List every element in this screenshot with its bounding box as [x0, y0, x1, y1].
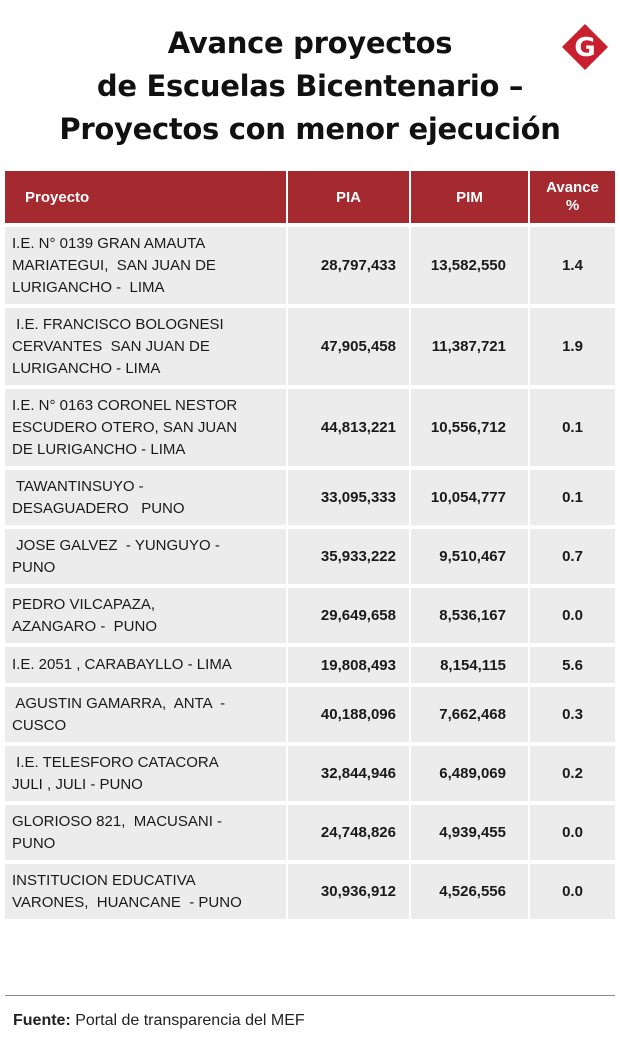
- logo-letter: G: [574, 33, 596, 63]
- pia-cell: 32,844,946: [286, 746, 409, 801]
- avance-cell: 1.9: [528, 308, 615, 385]
- table-row: [5, 227, 615, 304]
- project-name-cell: [5, 647, 286, 683]
- pia-cell: 28,797,433: [286, 227, 409, 304]
- avance-cell: 0.2: [528, 746, 615, 801]
- avance-cell: 0.0: [528, 864, 615, 919]
- project-name-line: LURIGANCHO - LIMA: [12, 278, 165, 296]
- project-name-line: I.E. TELESFORO CATACORA: [12, 753, 219, 771]
- pia-cell: 30,936,912: [286, 864, 409, 919]
- pim-cell: 11,387,721: [409, 308, 528, 385]
- project-name-cell: [5, 389, 286, 466]
- project-name-line: DESAGUADERO PUNO: [12, 499, 185, 517]
- avance-cell: 0.3: [528, 687, 615, 742]
- pia-cell: 35,933,222: [286, 529, 409, 584]
- project-name-line: LURIGANCHO - LIMA: [12, 359, 161, 377]
- pia-cell: 24,748,826: [286, 805, 409, 860]
- project-name-line: VARONES, HUANCANE - PUNO: [12, 893, 242, 911]
- avance-cell: 0.0: [528, 588, 615, 643]
- projects-table-wrapper: [5, 171, 615, 923]
- avance-cell: 0.1: [528, 389, 615, 466]
- project-name-line: ESCUDERO OTERO, SAN JUAN: [12, 418, 238, 436]
- source-note: [13, 1012, 305, 1030]
- title-line-1: Avance proyectos: [167, 26, 453, 60]
- pim-cell: 4,526,556: [409, 864, 528, 919]
- project-name-line: PEDRO VILCAPAZA,: [12, 595, 156, 613]
- pim-cell: 10,054,777: [409, 470, 528, 525]
- project-name-cell: [5, 308, 286, 385]
- pim-cell: 6,489,069: [409, 746, 528, 801]
- pim-cell: 8,154,115: [409, 647, 528, 683]
- source-text: Portal de transparencia del MEF: [70, 1012, 305, 1029]
- project-name-line: I.E. N° 0163 CORONEL NESTOR: [12, 396, 238, 414]
- header-avance: [528, 171, 615, 223]
- pia-cell: 33,095,333: [286, 470, 409, 525]
- source-label: Fuente:: [13, 1012, 71, 1029]
- table-header-row: [5, 171, 615, 223]
- project-name-cell: [5, 687, 286, 742]
- avance-cell: 0.1: [528, 470, 615, 525]
- table-row: [5, 864, 615, 919]
- pia-cell: 19,808,493: [286, 647, 409, 683]
- project-name-line: INSTITUCION EDUCATIVA: [12, 871, 196, 889]
- pim-cell: 9,510,467: [409, 529, 528, 584]
- page-title: [0, 22, 620, 151]
- project-name-line: CERVANTES SAN JUAN DE: [12, 337, 210, 355]
- pim-cell: 7,662,468: [409, 687, 528, 742]
- project-name-cell: [5, 470, 286, 525]
- project-name-cell: [5, 588, 286, 643]
- table-body: [5, 227, 615, 919]
- pia-cell: 44,813,221: [286, 389, 409, 466]
- avance-cell: 1.4: [528, 227, 615, 304]
- table-row: [5, 746, 615, 801]
- pia-cell: 40,188,096: [286, 687, 409, 742]
- project-name-cell: [5, 805, 286, 860]
- pim-cell: 8,536,167: [409, 588, 528, 643]
- project-name-line: I.E. N° 0139 GRAN AMAUTA: [12, 234, 206, 252]
- project-name-line: AGUSTIN GAMARRA, ANTA -: [12, 694, 226, 712]
- project-name-cell: [5, 746, 286, 801]
- project-name-line: JOSE GALVEZ - YUNGUYO -: [12, 536, 220, 554]
- project-name-cell: [5, 227, 286, 304]
- header-avance-label: Avance: [546, 179, 599, 196]
- pim-cell: 4,939,455: [409, 805, 528, 860]
- project-name-cell: [5, 864, 286, 919]
- footer-divider: [5, 995, 615, 996]
- title-line-3: Proyectos con menor ejecución: [59, 112, 561, 146]
- header-avance-unit: %: [565, 197, 580, 214]
- avance-cell: 0.7: [528, 529, 615, 584]
- project-name-line: PUNO: [12, 834, 56, 852]
- pia-cell: 47,905,458: [286, 308, 409, 385]
- gestion-logo-icon: [561, 23, 609, 71]
- project-name-cell: [5, 529, 286, 584]
- avance-cell: 0.0: [528, 805, 615, 860]
- pim-cell: 13,582,550: [409, 227, 528, 304]
- title-line-2: de Escuelas Bicentenario –: [96, 69, 524, 103]
- project-name-line: I.E. FRANCISCO BOLOGNESI: [12, 315, 224, 333]
- project-name-line: JULI , JULI - PUNO: [12, 775, 143, 793]
- project-name-line: DE LURIGANCHO - LIMA: [12, 440, 186, 458]
- avance-cell: 5.6: [528, 647, 615, 683]
- pim-cell: 10,556,712: [409, 389, 528, 466]
- table-row: [5, 470, 615, 525]
- project-name-line: PUNO: [12, 558, 56, 576]
- project-name-line: TAWANTINSUYO -: [12, 477, 144, 495]
- table-row: [5, 529, 615, 584]
- header-pia: PIA: [286, 171, 409, 223]
- project-name-line: CUSCO: [12, 716, 67, 734]
- table-row: [5, 588, 615, 643]
- project-name-line: I.E. 2051 , CARABAYLLO - LIMA: [12, 656, 232, 673]
- table-row: [5, 308, 615, 385]
- pia-cell: 29,649,658: [286, 588, 409, 643]
- projects-table: [5, 167, 615, 923]
- project-name-line: GLORIOSO 821, MACUSANI -: [12, 812, 223, 830]
- project-name-line: MARIATEGUI, SAN JUAN DE: [12, 256, 216, 274]
- table-row: [5, 647, 615, 683]
- table-row: [5, 389, 615, 466]
- header-proyecto: Proyecto: [5, 171, 286, 223]
- table-row: [5, 687, 615, 742]
- header-pim: PIM: [409, 171, 528, 223]
- project-name-line: AZANGARO - PUNO: [12, 617, 158, 635]
- table-row: [5, 805, 615, 860]
